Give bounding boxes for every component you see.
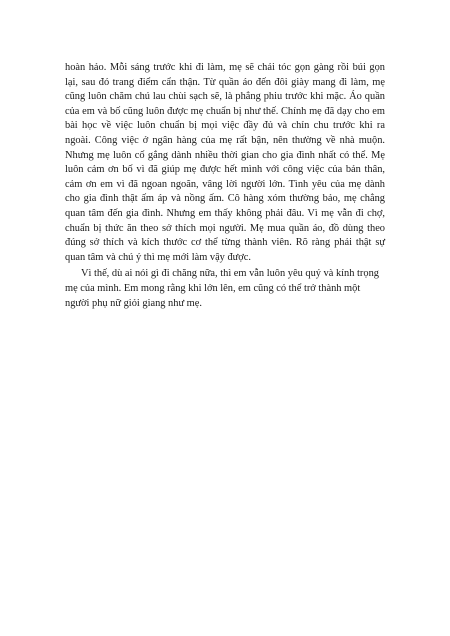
- body-text: [65, 61, 385, 311]
- paragraph-conclusion: Vì thế, dù ai nói gì đi chăng nữa, thì em vẫn luôn yêu quý và kính trọng mẹ của mình. Em mong rằng khi lớn lên, em cũng có thể trở thành một người phụ nữ giỏi giang như mẹ.: [65, 268, 379, 309]
- paragraph-continuation: hoàn hảo. Mỗi sáng trước khi đi làm, mẹ sẽ chải tóc gọn gàng rồi búi gọn lại, sau đó trang điểm cẩn thận. Từ quần áo đến đôi giày mang đi làm, mẹ cũng luôn chăm chú lau chùi sạch sẽ, là phẳng phiu trước khi mặc. Áo quần của em và bố cũng luôn được mẹ chuẩn bị như thế. Chính mẹ đã dạy cho em bài học về việc luôn chuẩn bị mọi việc đầy đủ và chỉn chu trước khi ra ngoài. Công việc ở ngân hàng của mẹ rất bận, nên thường về nhà muộn. Nhưng mẹ luôn cố gắng dành nhiều thời gian cho gia đình nhất có thể. Mẹ luôn cảm ơn bố vì đã giúp mẹ được hết mình với công việc của bản thân, cảm ơn em vì đã ngoan ngoãn, vâng lời người lớn. Tình yêu của mẹ dành cho gia đình thật ấm áp và nồng ấm. Cô hàng xóm thường bảo, mẹ chẳng quan tâm đến gia đình. Nhưng em thấy không phải đâu. Vì mẹ vẫn đi chợ, chuẩn bị thức ăn theo sở thích mọi người. Mẹ mua quần áo, đồ dùng theo đúng sở thích và kích thước cơ thể từng thành viên. Rõ ràng phải thật sự quan tâm và chú ý thì mẹ mới làm vậy được.: [65, 62, 385, 263]
